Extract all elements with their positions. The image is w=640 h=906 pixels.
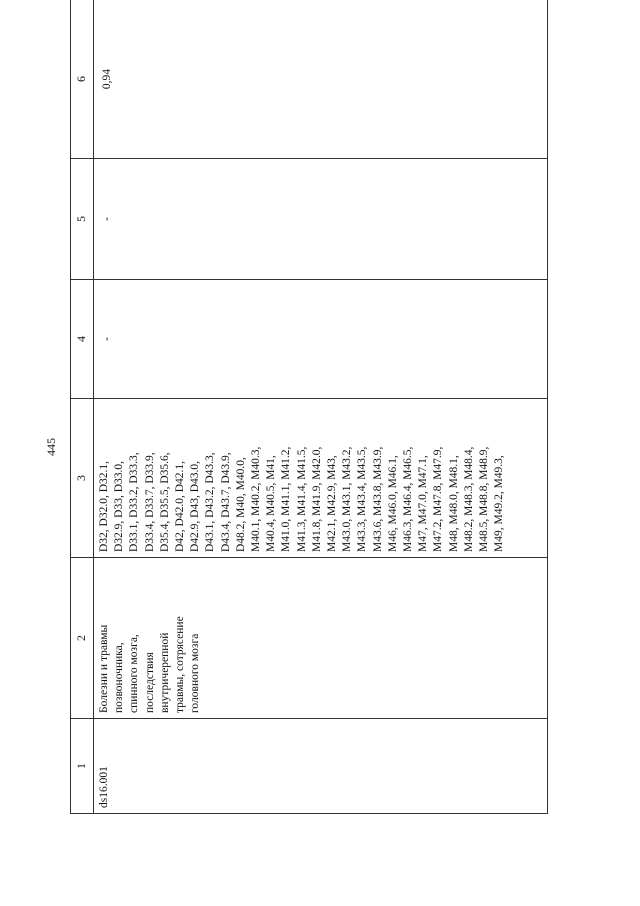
table-row xyxy=(94,0,548,814)
diagnosis-code-line: M48.5, M48.8, M48.9, xyxy=(478,446,491,552)
diagnosis-code-line: M48.2, M48.3, M48.4, xyxy=(462,446,475,552)
cell-col6: 0,94 xyxy=(94,0,548,159)
table-header-row xyxy=(71,0,94,814)
diagnosis-code-line: M48, M48.0, M48.1, xyxy=(447,455,460,552)
rotated-table-container xyxy=(70,66,548,814)
diagnosis-code-line: M41.3, M41.4, M41.5, xyxy=(295,446,308,552)
diagnosis-code-line: M41.0, M41.1, M41.2, xyxy=(280,446,293,552)
name-line: позвоночника, xyxy=(113,642,126,713)
diagnosis-code-line: M41.8, M41.9, M42.0, xyxy=(310,446,323,552)
diagnosis-code-line: M46.3, M46.4, M46.5, xyxy=(402,446,415,552)
diagnosis-code-line: M47.2, M47.8, M47.9, xyxy=(432,446,445,552)
name-line: внутричерепной xyxy=(158,632,171,713)
header-cell-4: 4 xyxy=(71,280,94,399)
diagnosis-code-line: M47, M47.0, M47.1, xyxy=(417,455,430,552)
cell-col5: - xyxy=(94,159,548,280)
diagnosis-code-line: D33.4, D33.7, D33.9, xyxy=(143,452,156,552)
diagnosis-code-line: D33.1, D33.2, D33.3, xyxy=(128,452,141,552)
diagnosis-code-line: M40.4, M40.5, M41, xyxy=(265,455,278,552)
diagnosis-code-line: M42.1, M42.9, M43, xyxy=(326,455,339,552)
diagnosis-code-line: D42.9, D43, D43.0, xyxy=(189,460,202,552)
name-line: травмы, сотрясение xyxy=(174,616,187,713)
diagnosis-code-line: D32.9, D33, D33.0, xyxy=(113,460,126,552)
diagnosis-code-line: M46, M46.0, M46.1, xyxy=(386,455,399,552)
header-cell-2: 2 xyxy=(71,558,94,719)
cell-name xyxy=(94,558,548,719)
diagnosis-code-line: M49, M49.2, M49.3, xyxy=(493,455,506,552)
diagnosis-code-line: M40.1, M40.2, M40.3, xyxy=(250,446,263,552)
page-number: 445 xyxy=(44,438,58,456)
diagnosis-code-line: D35.4, D35.5, D35.6, xyxy=(158,452,171,552)
diagnosis-code-line: M43.3, M43.4, M43.5, xyxy=(356,446,369,552)
header-cell-6: 6 xyxy=(71,0,94,159)
name-line: Болезни и травмы xyxy=(98,624,110,713)
data-table xyxy=(70,0,548,814)
diagnosis-code-line: D42, D42.0, D42.1, xyxy=(174,460,187,552)
name-line: головного мозга xyxy=(189,633,202,713)
header-cell-1: 1 xyxy=(71,719,94,814)
diagnosis-code-line: D32, D32.0, D32.1, xyxy=(98,460,110,552)
diagnosis-code-line: D48.2, M40, M40.0, xyxy=(234,457,247,552)
diagnosis-code-line: D43.4, D43.7, D43.9, xyxy=(219,452,232,552)
header-cell-5: 5 xyxy=(71,159,94,280)
cell-code: ds16.001 xyxy=(94,719,548,814)
diagnosis-code-line: D43.1, D43.2, D43.3, xyxy=(204,452,217,552)
diagnosis-code-line: M43.0, M43.1, M43.2, xyxy=(341,446,354,552)
cell-col4: - xyxy=(94,280,548,399)
name-line: последствия xyxy=(143,652,156,713)
cell-diagnosis-codes xyxy=(94,399,548,558)
name-line: спинного мозга, xyxy=(128,634,141,713)
diagnosis-code-line: M43.6, M43.8, M43.9, xyxy=(371,446,384,552)
header-cell-3: 3 xyxy=(71,399,94,558)
